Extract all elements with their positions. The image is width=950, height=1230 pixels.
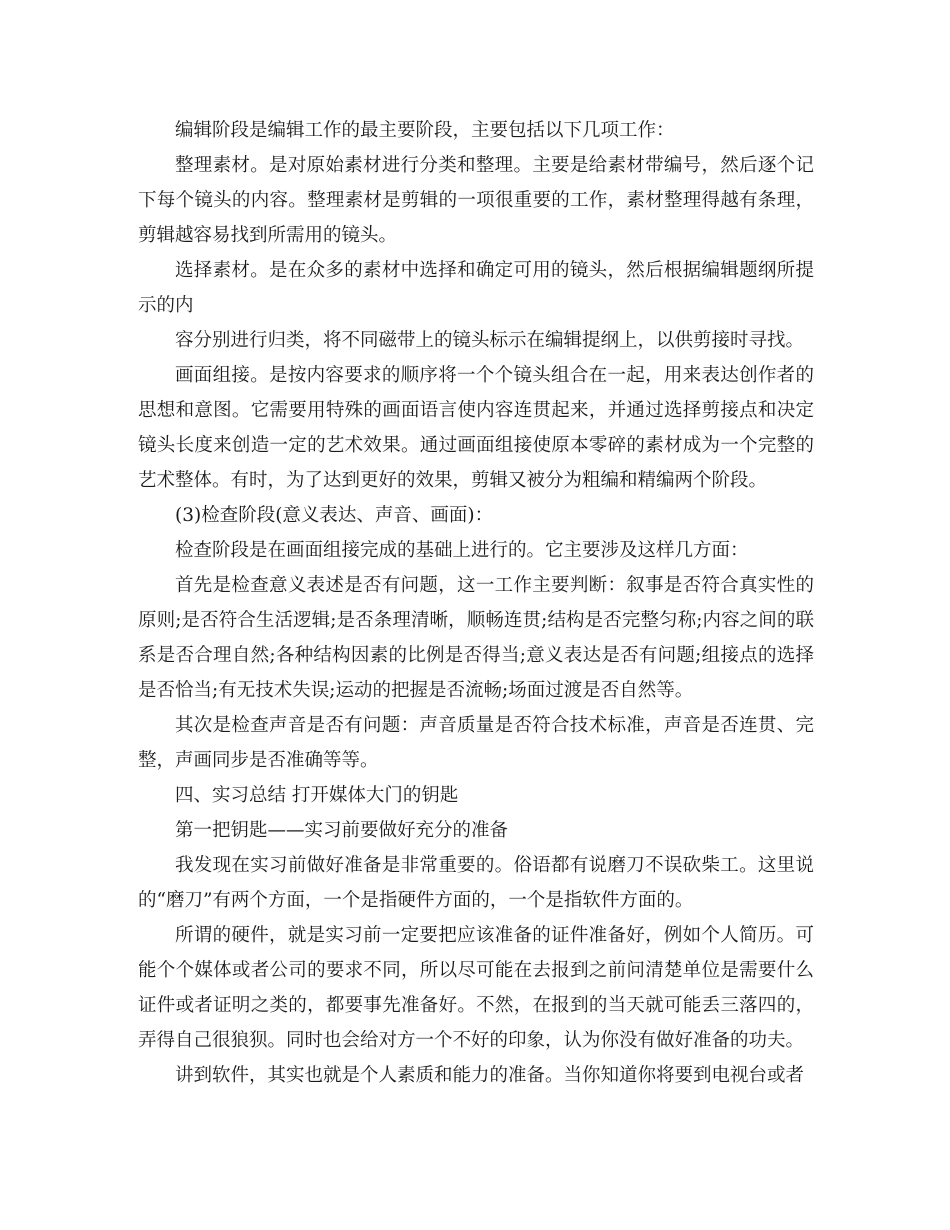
document-body — [138, 113, 814, 1093]
paragraph-preparation-importance: 我发现在实习前做好准备是非常重要的。俗语都有说磨刀不误砍柴工。这里说的“磨刀”有两个方面，一个是指硬件方面的，一个是指软件方面的。 — [138, 855, 814, 911]
heading-first-key: 第一把钥匙——实习前要做好充分的准备 — [175, 820, 509, 841]
paragraph-check-sound: 其次是检查声音是否有问题：声音质量是否符合技术标准，声音是否连贯、完整，声画同步是否准确等等。 — [138, 715, 814, 771]
paragraph-select-materials: 选择素材。是在众多的素材中选择和确定可用的镜头，然后根据编辑题纲所提示的内 — [138, 260, 814, 316]
paragraph-hardware-preparation: 所谓的硬件，就是实习前一定要把应该准备的证件准备好，例如个人简历。可能个个媒体或者公司的要求不同，所以尽可能在去报到之前问清楚单位是需要什么证件或者证明之类的，都要事先准备好。不然，在报到的当天就可能丢三落四的，弄得自己很狼狈。同时也会给对方一个不好的印象，认为你没有做好准备的功夫。 — [138, 925, 814, 1051]
paragraph-editing-stage-intro: 编辑阶段是编辑工作的最主要阶段，主要包括以下几项工作： — [175, 120, 675, 141]
paragraph-select-materials-continued: 容分别进行归类，将不同磁带上的镜头标示在编辑提纲上，以供剪接时寻找。 — [175, 330, 805, 351]
heading-check-stage: (3)检查阶段(意义表达、声音、画面)： — [175, 505, 494, 526]
paragraph-check-meaning: 首先是检查意义表述是否有问题，这一工作主要判断：叙事是否符合真实性的原则;是否符合生活逻辑;是否条理清晰，顺畅连贯;结构是否完整匀称;内容之间的联系是否合理自然;各种结构因素的比例是否得当;意义表达是否有问题;组接点的选择是否恰当;有无技术失误;运动的把握是否流畅;场面过渡是否自然等。 — [138, 575, 814, 701]
paragraph-software-preparation: 讲到软件，其实也就是个人素质和能力的准备。当你知道你将要到电视台或者 — [175, 1065, 805, 1086]
paragraph-check-stage-intro: 检查阶段是在画面组接完成的基础上进行的。它主要涉及这样几方面： — [175, 540, 749, 561]
paragraph-organize-materials: 整理素材。是对原始素材进行分类和整理。主要是给素材带编号，然后逐个记下每个镜头的内容。整理素材是剪辑的一项很重要的工作，素材整理得越有条理，剪辑越容易找到所需用的镜头。 — [138, 155, 814, 246]
heading-internship-summary: 四、实习总结 打开媒体大门的钥匙 — [175, 785, 459, 806]
paragraph-picture-assembly: 画面组接。是按内容要求的顺序将一个个镜头组合在一起，用来表达创作者的思想和意图。它需要用特殊的画面语言使内容连贯起来，并通过选择剪接点和决定镜头长度来创造一定的艺术效果。通过画面组接使原本零碎的素材成为一个完整的艺术整体。有时，为了达到更好的效果，剪辑又被分为粗编和精编两个阶段。 — [138, 365, 814, 491]
